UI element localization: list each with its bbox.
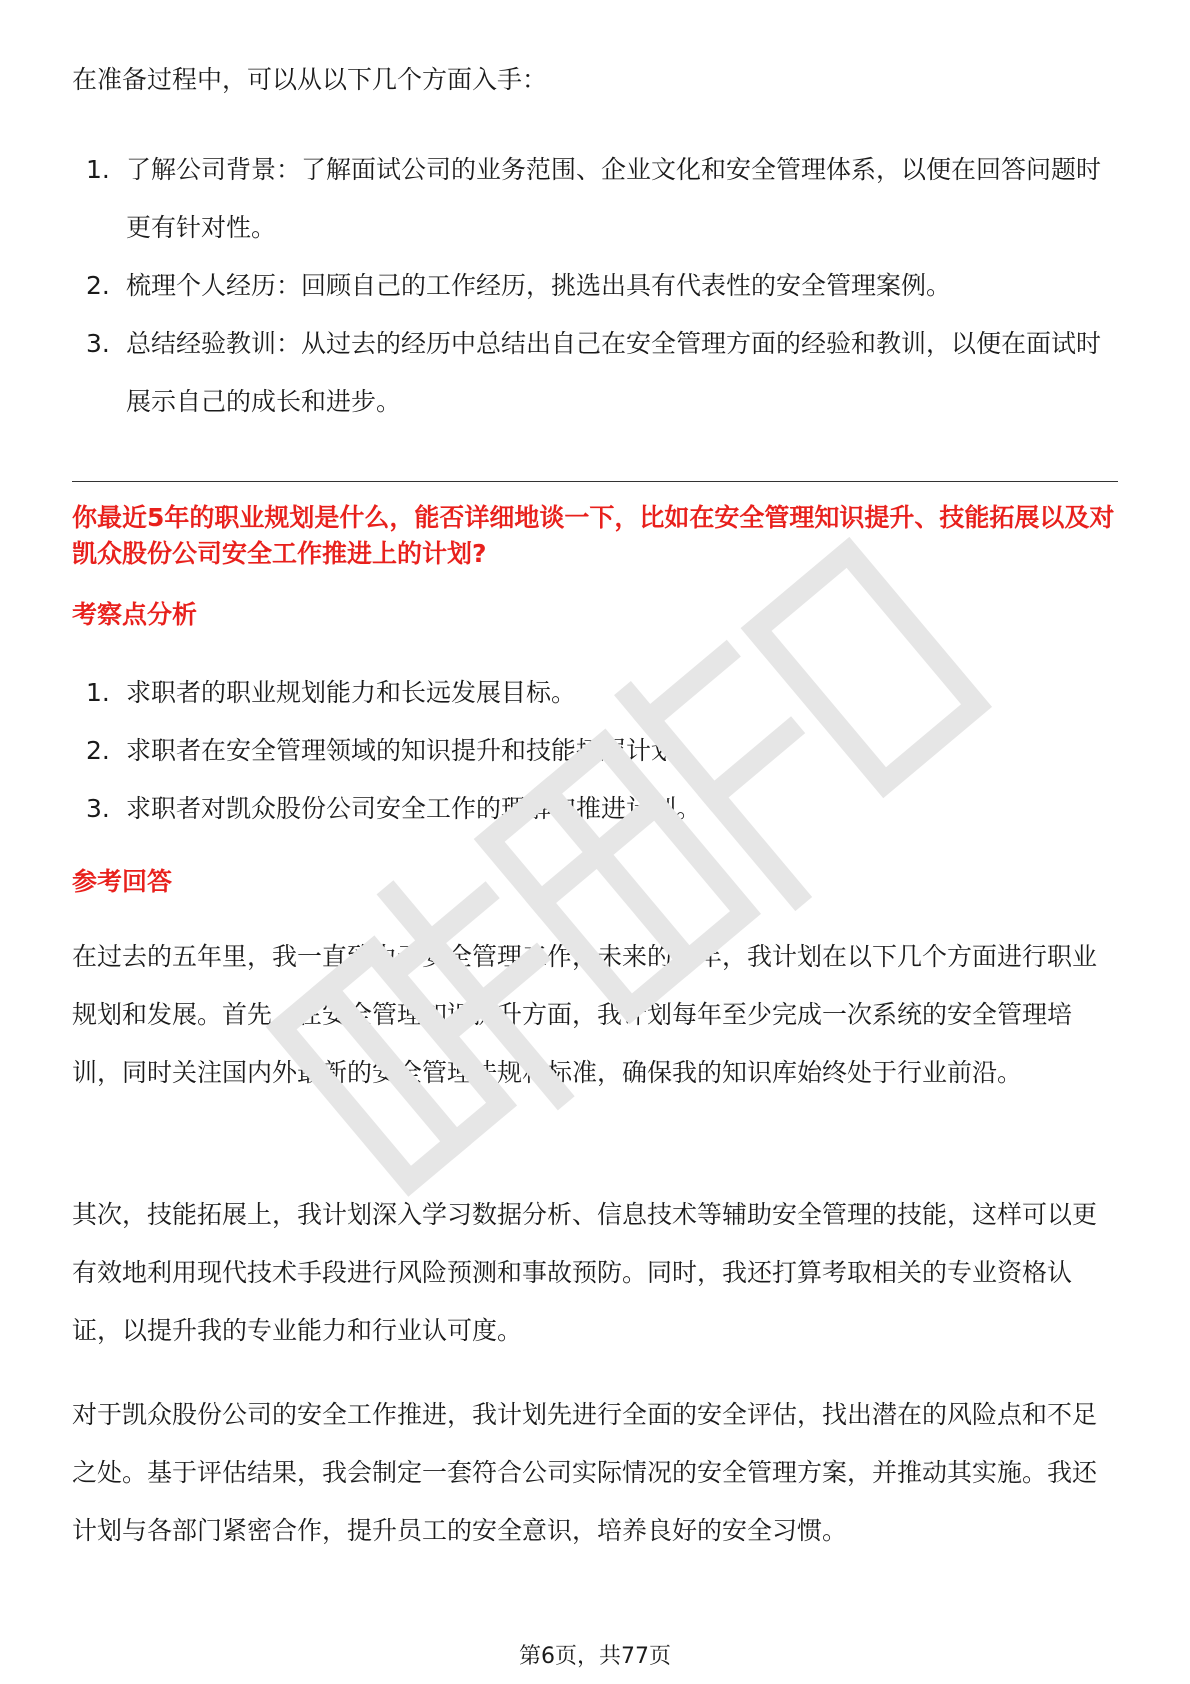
answer-paragraph: 在过去的五年里，我一直致力于安全管理工作，未来的五年，我计划在以下几个方面进行职业规划和发展。首先，在安全管理知识提升方面，我计划每年至少完成一次系统的安全管理培训，同时关注国内外最新的安全管理法规和标准，确保我的知识库始终处于行业前沿。 [72, 942, 1098, 1087]
list-item-text: 求职者对凯众股份公司安全工作的理解和推进计划。 [126, 794, 702, 823]
list-item [72, 141, 1118, 257]
list-item-text: 求职者的职业规划能力和长远发展目标。 [126, 678, 577, 707]
list-number: 1. [86, 155, 110, 184]
section-divider [72, 481, 1118, 482]
list-item-text: 梳理个人经历：回顾自己的工作经历，挑选出具有代表性的安全管理案例。 [126, 271, 952, 300]
list-number: 3. [86, 329, 110, 358]
analysis-heading: 考察点分析 [72, 600, 198, 629]
list-number: 3. [86, 794, 110, 823]
list-item-text: 求职者在安全管理领域的知识提升和技能拓展计划。 [126, 736, 702, 765]
list-item [72, 780, 1118, 838]
answer-heading: 参考回答 [72, 867, 173, 896]
list-number: 1. [86, 678, 110, 707]
list-item-text: 了解公司背景：了解面试公司的业务范围、企业文化和安全管理体系，以便在回答问题时更有针对性。 [126, 155, 1102, 242]
list-number: 2. [86, 271, 110, 300]
list-item [72, 664, 1118, 722]
list-number: 2. [86, 736, 110, 765]
analysis-list [72, 664, 1118, 838]
interview-question: 你最近5年的职业规划是什么，能否详细地谈一下，比如在安全管理知识提升、技能拓展以及对凯众股份公司安全工作推进上的计划? [72, 503, 1115, 568]
list-item [72, 257, 1118, 315]
list-item [72, 315, 1118, 431]
intro-text: 在准备过程中，可以从以下几个方面入手： [72, 65, 548, 94]
preparation-list [72, 141, 1118, 431]
answer-paragraph: 其次，技能拓展上，我计划深入学习数据分析、信息技术等辅助安全管理的技能，这样可以更有效地利用现代技术手段进行风险预测和事故预防。同时，我还打算考取相关的专业资格认证，以提升我的专业能力和行业认可度。 [72, 1200, 1098, 1345]
list-item-text: 总结经验教训：从过去的经历中总结出自己在安全管理方面的经验和教训，以便在面试时展示自己的成长和进步。 [126, 329, 1102, 416]
list-item [72, 722, 1118, 780]
page-number-footer: 第6页，共77页 [519, 1644, 671, 1669]
answer-paragraph: 对于凯众股份公司的安全工作推进，我计划先进行全面的安全评估，找出潜在的风险点和不足之处。基于评估结果，我会制定一套符合公司实际情况的安全管理方案，并推动其实施。我还计划与各部门紧密合作，提升员工的安全意识，培养良好的安全习惯。 [72, 1400, 1098, 1545]
